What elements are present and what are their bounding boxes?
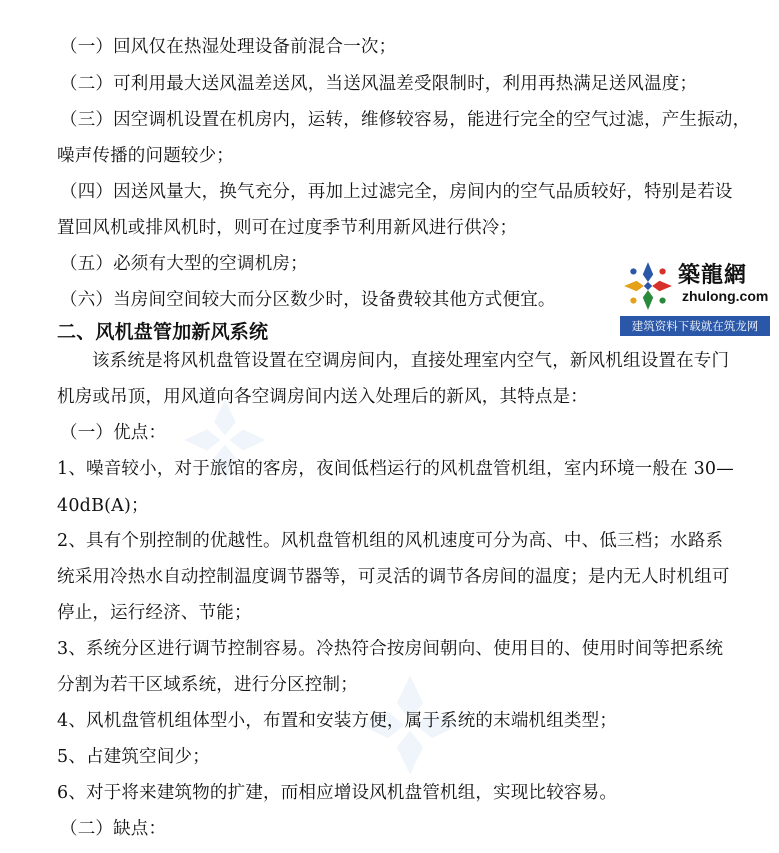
text-line: 停止，运行经济、节能； (57, 603, 252, 623)
text-line: （五）必须有大型的空调机房； (60, 254, 308, 274)
text-line: 机房或吊顶，用风道向各空调房间内送入处理后的新风，其特点是： (57, 387, 588, 407)
text-line: （二）缺点： (60, 819, 167, 839)
text-line: （四）因送风量大，换气充分，再加上过滤完全，房间内的空气品质较好，特别是若设 (60, 182, 733, 202)
text-line: 分割为若干区域系统，进行分区控制； (57, 675, 358, 695)
logo-domain: zhulong.com (682, 288, 769, 304)
text-line: （三）因空调机设置在机房内，运转，维修较容易，能进行完全的空气过滤，产生振动， (60, 110, 751, 130)
text-line: 噪声传播的问题较少； (57, 146, 234, 166)
text-line: 6、对于将来建筑物的扩建，而相应增设风机盘管机组，实现比较容易。 (57, 783, 618, 803)
text-line: 置回风机或排风机时，则可在过度季节利用新风进行供冷； (57, 218, 518, 238)
snowflake-logo-icon (622, 260, 674, 312)
text-line: 5、占建筑空间少； (57, 747, 210, 767)
text-line: 2、具有个别控制的优越性。风机盘管机组的风机速度可分为高、中、低三档；水路系 (57, 531, 724, 551)
text-line: 该系统是将风机盘管设置在空调房间内，直接处理室内空气，新风机组设置在专门 (92, 351, 730, 371)
text-line: 40dB(A)； (57, 496, 149, 516)
logo-slogan: 建筑资料下载就在筑龙网 (620, 316, 770, 336)
logo-name: 築龍網 (678, 263, 748, 288)
logo-header (620, 258, 770, 314)
text-line: 4、风机盘管机组体型小，布置和安装方便，属于系统的末端机组类型； (57, 711, 618, 731)
text-line: 统采用冷热水自动控制温度调节器等，可灵活的调节各房间的温度；是内无人时机组可 (57, 567, 730, 587)
text-line: （一）回风仅在热湿处理设备前混合一次； (60, 37, 397, 57)
text-line: （一）优点： (60, 423, 167, 443)
text-line: 3、系统分区进行调节控制容易。冷热符合按房间朝向、使用目的、使用时间等把系统 (57, 639, 724, 659)
text-line: （二）可利用最大送风温差送风，当送风温差受限制时，利用再热满足送风温度； (60, 74, 698, 94)
text-line: 1、噪音较小，对于旅馆的客房，夜间低档运行的风机盘管机组，室内环境一般在 30— (57, 459, 734, 479)
section-heading: 二、风机盘管加新风系统 (57, 321, 269, 343)
text-line: （六）当房间空间较大而分区数少时，设备费较其他方式便宜。 (60, 290, 556, 310)
zhulong-logo[interactable] (620, 258, 770, 338)
